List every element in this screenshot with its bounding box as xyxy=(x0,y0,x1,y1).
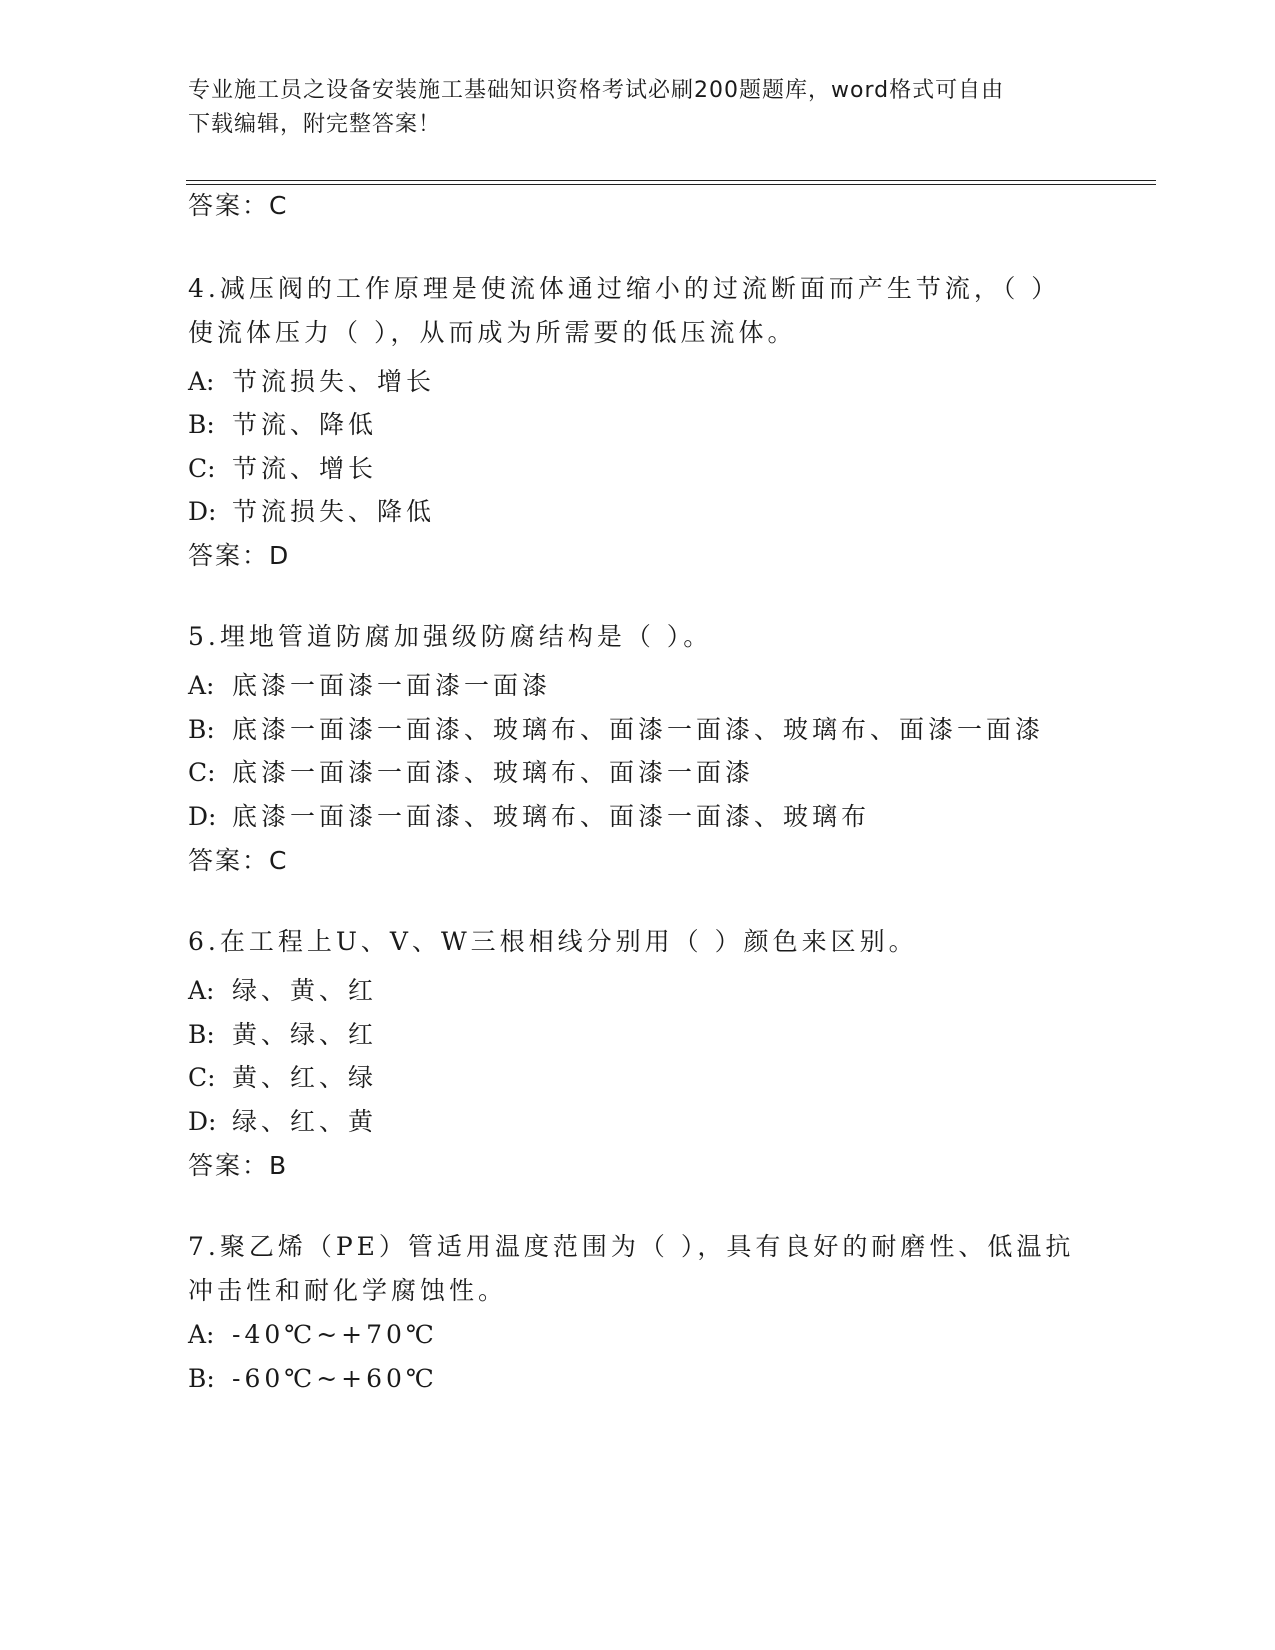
option-text: 黄、绿、红 xyxy=(232,1020,378,1049)
option-b xyxy=(188,1015,377,1051)
option-text: 节流损失、降低 xyxy=(232,497,436,526)
question-stem-line: 冲击性和耐化学腐蚀性。 xyxy=(188,1276,508,1305)
answer: 答案：C xyxy=(188,846,289,875)
answer: 答案：D xyxy=(188,541,291,570)
option-d xyxy=(188,1102,377,1138)
option-label: D: xyxy=(188,1107,217,1136)
option-text: 底漆一面漆一面漆、玻璃布、面漆一面漆、玻璃布 xyxy=(232,802,871,831)
header-divider-bottom xyxy=(186,184,1156,185)
option-b xyxy=(188,710,1044,746)
header-line-2: 下载编辑，附完整答案！ xyxy=(188,112,442,137)
option-label: C: xyxy=(188,1063,216,1092)
option-text: 绿、红、黄 xyxy=(232,1107,378,1136)
option-label: B: xyxy=(188,1020,215,1049)
question-stem-line: 6.在工程上U、V、W三根相线分别用（ ）颜色来区别。 xyxy=(188,927,918,956)
header-divider-top xyxy=(186,180,1156,181)
option-b xyxy=(188,405,377,441)
option-b xyxy=(188,1364,438,1393)
option-text: -40℃~+70℃ xyxy=(232,1320,438,1349)
option-label: A: xyxy=(188,976,215,1005)
previous-answer: 答案：C xyxy=(188,191,289,220)
option-label: B: xyxy=(188,410,215,439)
option-label: D: xyxy=(188,802,217,831)
question-stem-line: 7.聚乙烯（PE）管适用温度范围为（ ），具有良好的耐磨性、低温抗 xyxy=(188,1232,1075,1261)
question-stem-line: 4.减压阀的工作原理是使流体通过缩小的过流断面而产生节流，（ ） xyxy=(188,274,1061,303)
option-a xyxy=(188,362,435,398)
option-label: C: xyxy=(188,758,216,787)
option-a xyxy=(188,971,377,1007)
option-text: 绿、黄、红 xyxy=(232,976,378,1005)
option-text: 底漆一面漆一面漆一面漆 xyxy=(232,671,552,700)
option-text: 黄、红、绿 xyxy=(232,1063,378,1092)
option-label: B: xyxy=(188,1364,215,1393)
option-text: -60℃~+60℃ xyxy=(232,1364,438,1393)
question-stem-line: 使流体压力（ ），从而成为所需要的低压流体。 xyxy=(188,318,797,347)
option-text: 节流、增长 xyxy=(232,454,378,483)
option-label: D: xyxy=(188,497,217,526)
option-text: 底漆一面漆一面漆、玻璃布、面漆一面漆 xyxy=(232,758,755,787)
option-label: B: xyxy=(188,715,215,744)
option-d xyxy=(188,492,435,528)
answer: 答案：B xyxy=(188,1151,289,1180)
header-line-1: 专业施工员之设备安装施工基础知识资格考试必刷200题题库，word格式可自由 xyxy=(188,78,1005,103)
option-label: A: xyxy=(188,1320,215,1349)
option-a xyxy=(188,666,551,702)
question-stem-line: 5.埋地管道防腐加强级防腐结构是（ ）。 xyxy=(188,622,713,651)
option-a xyxy=(188,1320,438,1349)
option-d xyxy=(188,797,870,833)
option-text: 底漆一面漆一面漆、玻璃布、面漆一面漆、玻璃布、面漆一面漆 xyxy=(232,715,1045,744)
option-text: 节流、降低 xyxy=(232,410,378,439)
option-label: C: xyxy=(188,454,216,483)
option-c xyxy=(188,1058,377,1094)
option-c xyxy=(188,753,754,789)
option-c xyxy=(188,449,377,485)
document-header xyxy=(188,74,1088,142)
option-label: A: xyxy=(188,367,215,396)
option-label: A: xyxy=(188,671,215,700)
option-text: 节流损失、增长 xyxy=(232,367,436,396)
